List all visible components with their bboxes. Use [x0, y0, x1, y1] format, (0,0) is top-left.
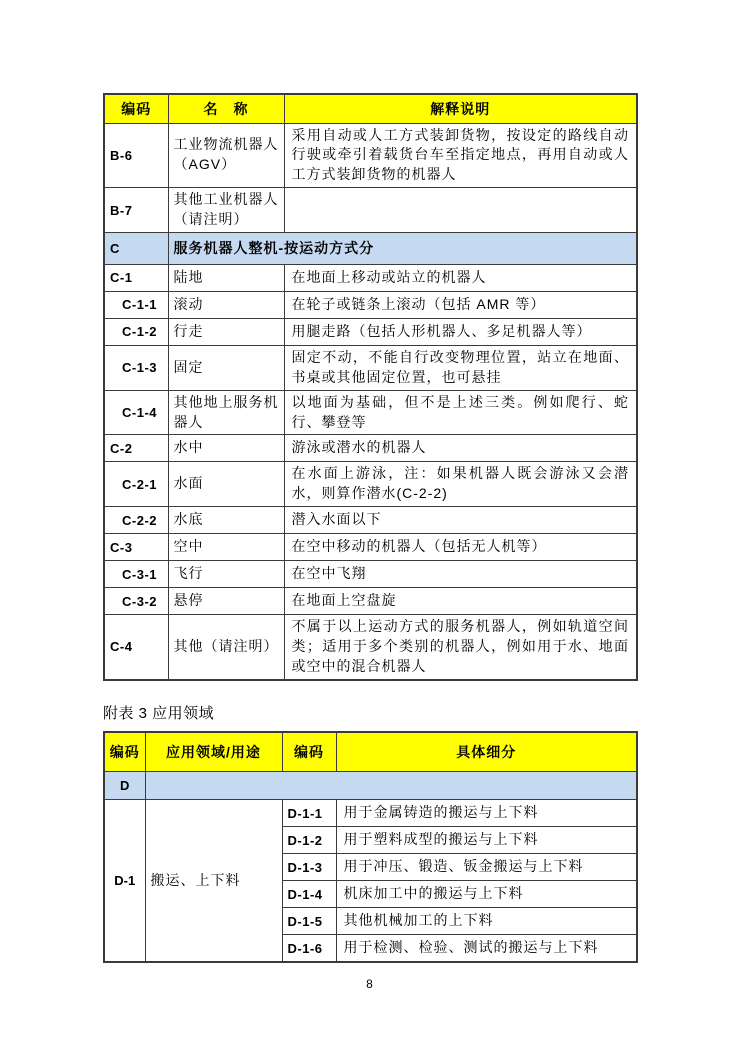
code-cell: C-1-4 [104, 390, 168, 435]
code-cell: C-1 [104, 264, 168, 291]
sub-desc-cell: 其他机械加工的上下料 [336, 908, 637, 935]
classification-row-C-1-3 [104, 345, 637, 390]
classification-row-C-2 [104, 435, 637, 462]
classification-row-C-1-4 [104, 390, 637, 435]
desc-cell: 在空中移动的机器人（包括无人机等） [284, 534, 637, 561]
desc-cell: 在地面上空盘旋 [284, 588, 637, 615]
sub-desc-cell: 用于冲压、锻造、钣金搬运与上下料 [336, 854, 637, 881]
name-cell: 其他地上服务机器人 [168, 390, 284, 435]
section-row-D [104, 772, 637, 800]
table3-caption: 附表 3 应用领域 [103, 704, 215, 722]
table2-col-header-1: 应用领域/用途 [145, 732, 282, 772]
code-cell: C-3-2 [104, 588, 168, 615]
classification-row-B-7 [104, 188, 637, 233]
classification-row-B-6 [104, 123, 637, 188]
code-cell: C-2-2 [104, 507, 168, 534]
table1-col-header-1: 名 称 [168, 94, 284, 123]
section-label-cell: 服务机器人整机-按运动方式分 [168, 232, 637, 264]
table2-col-header-2: 编码 [282, 732, 336, 772]
classification-row-C-3-1 [104, 561, 637, 588]
code-cell: C-2 [104, 435, 168, 462]
name-cell: 固定 [168, 345, 284, 390]
name-cell: 工业物流机器人（AGV） [168, 123, 284, 188]
classification-row-C-3 [104, 534, 637, 561]
group-name-cell: 搬运、上下料 [145, 800, 282, 962]
name-cell: 空中 [168, 534, 284, 561]
group-code-cell: D-1 [104, 800, 145, 962]
sub-desc-cell: 用于检测、检验、测试的搬运与上下料 [336, 935, 637, 962]
code-cell: C-3 [104, 534, 168, 561]
classification-row-C-1 [104, 264, 637, 291]
desc-cell: 游泳或潜水的机器人 [284, 435, 637, 462]
desc-cell: 在空中飞翔 [284, 561, 637, 588]
table1-col-header-2: 解释说明 [284, 94, 637, 123]
name-cell: 水面 [168, 462, 284, 507]
table2-col-header-0: 编码 [104, 732, 145, 772]
sub-code-cell: D-1-3 [282, 854, 336, 881]
code-cell: C-1-3 [104, 345, 168, 390]
name-cell: 水中 [168, 435, 284, 462]
robot-classification-table [103, 93, 638, 681]
application-domain-table [103, 731, 638, 963]
code-cell: C-4 [104, 615, 168, 680]
sub-desc-cell: 用于塑料成型的搬运与上下料 [336, 827, 637, 854]
sub-code-cell: D-1-1 [282, 800, 336, 827]
name-cell: 其他工业机器人（请注明） [168, 188, 284, 233]
desc-cell: 采用自动或人工方式装卸货物，按设定的路线自动行驶或牵引着载货台车至指定地点，再用自动或人工方式装卸货物的机器人 [284, 123, 637, 188]
sub-code-cell: D-1-2 [282, 827, 336, 854]
classification-row-C-3-2 [104, 588, 637, 615]
classification-row-C-1-1 [104, 291, 637, 318]
desc-cell: 在地面上移动或站立的机器人 [284, 264, 637, 291]
page-number: 8 [366, 976, 373, 991]
classification-row-C-2-1 [104, 462, 637, 507]
name-cell: 行走 [168, 318, 284, 345]
classification-row-C-1-2 [104, 318, 637, 345]
table1-col-header-0: 编码 [104, 94, 168, 123]
application-row-D-1-1 [104, 800, 637, 827]
name-cell: 水底 [168, 507, 284, 534]
desc-cell [284, 188, 637, 233]
code-cell: B-7 [104, 188, 168, 233]
code-cell: C-2-1 [104, 462, 168, 507]
table1-header-row [104, 94, 637, 123]
table2-header-row [104, 732, 637, 772]
desc-cell: 在轮子或链条上滚动（包括 AMR 等） [284, 291, 637, 318]
sub-desc-cell: 机床加工中的搬运与上下料 [336, 881, 637, 908]
table2-col-header-3: 具体细分 [336, 732, 637, 772]
name-cell: 飞行 [168, 561, 284, 588]
name-cell: 陆地 [168, 264, 284, 291]
desc-cell: 以地面为基础，但不是上述三类。例如爬行、蛇行、攀登等 [284, 390, 637, 435]
section-label-cell [145, 772, 637, 800]
desc-cell: 在水面上游泳，注：如果机器人既会游泳又会潜水，则算作潜水(C-2-2) [284, 462, 637, 507]
sub-code-cell: D-1-4 [282, 881, 336, 908]
desc-cell: 固定不动，不能自行改变物理位置，站立在地面、书桌或其他固定位置，也可悬挂 [284, 345, 637, 390]
classification-row-C-4 [104, 615, 637, 680]
code-cell: C-3-1 [104, 561, 168, 588]
sub-code-cell: D-1-5 [282, 908, 336, 935]
desc-cell: 用腿走路（包括人形机器人、多足机器人等） [284, 318, 637, 345]
code-cell: C-1-1 [104, 291, 168, 318]
sub-code-cell: D-1-6 [282, 935, 336, 962]
code-cell: C-1-2 [104, 318, 168, 345]
name-cell: 滚动 [168, 291, 284, 318]
section-code-cell: C [104, 232, 168, 264]
section-code-cell: D [104, 772, 145, 800]
name-cell: 其他（请注明） [168, 615, 284, 680]
desc-cell: 不属于以上运动方式的服务机器人，例如轨道空间类；适用于多个类别的机器人，例如用于水、地面或空中的混合机器人 [284, 615, 637, 680]
code-cell: B-6 [104, 123, 168, 188]
desc-cell: 潜入水面以下 [284, 507, 637, 534]
name-cell: 悬停 [168, 588, 284, 615]
classification-row-C-2-2 [104, 507, 637, 534]
section-row-C [104, 232, 637, 264]
sub-desc-cell: 用于金属铸造的搬运与上下料 [336, 800, 637, 827]
